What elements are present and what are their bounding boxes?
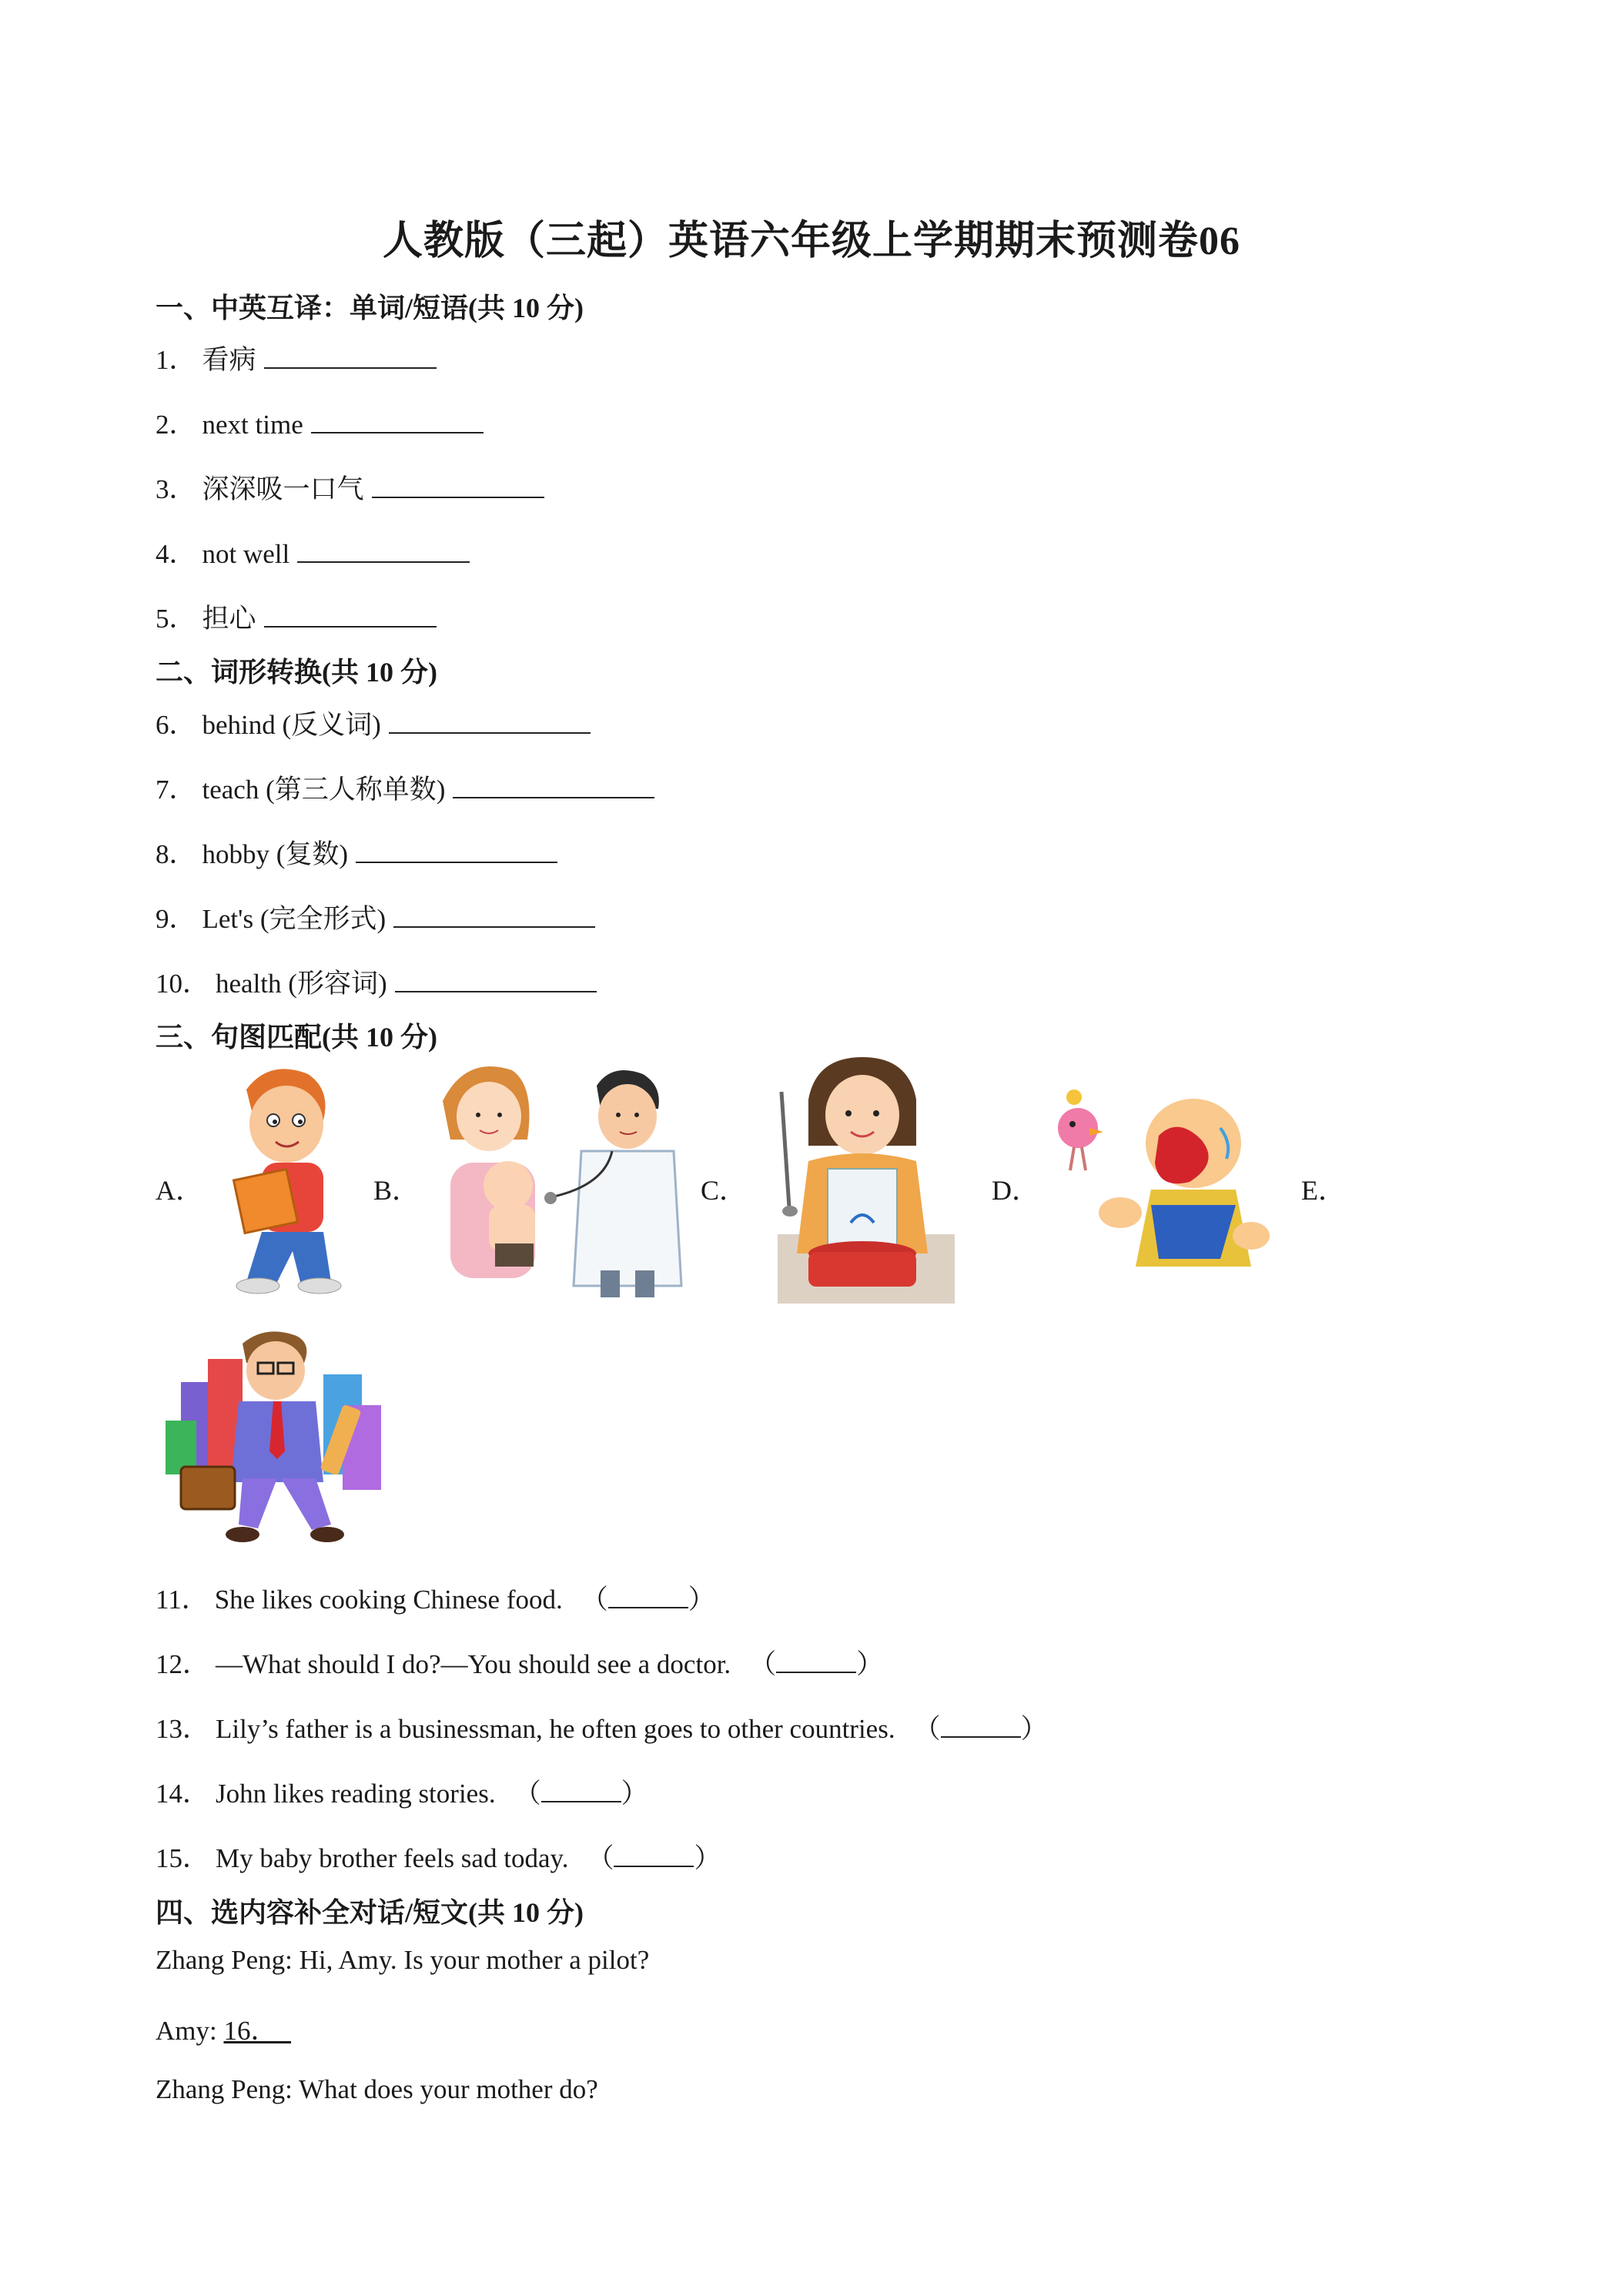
question-text: next time <box>202 410 303 440</box>
option-letter-d: D． <box>992 1175 1039 1206</box>
crying-baby-picture <box>1043 1082 1274 1278</box>
paren-open: （ <box>581 1585 608 1615</box>
paren-close: ） <box>694 1843 721 1873</box>
question-15 <box>156 1837 721 1876</box>
question-number: 14． <box>156 1779 210 1809</box>
answer-blank[interactable] <box>608 1581 688 1608</box>
section-3-heading: 三、句图匹配(共 10 分) <box>156 1022 437 1053</box>
question-text: behind (反义词) <box>202 710 381 740</box>
dialogue-line-2 <box>156 2010 291 2048</box>
question-text: not well <box>202 539 290 569</box>
woman-cooking-picture <box>762 1053 962 1304</box>
answer-blank[interactable] <box>614 1839 694 1867</box>
paren-open: （ <box>913 1714 941 1744</box>
boy-reading-picture <box>216 1059 354 1297</box>
paren-open: （ <box>749 1649 777 1679</box>
question-number: 2． <box>156 410 196 440</box>
answer-blank[interactable] <box>453 771 654 798</box>
paren-close: ） <box>1020 1714 1048 1744</box>
answer-blank[interactable] <box>389 706 591 734</box>
answer-blank[interactable] <box>264 600 437 628</box>
paren-open: （ <box>587 1843 614 1873</box>
section-2-heading: 二、词形转换(共 10 分) <box>156 657 437 688</box>
answer-blank[interactable] <box>941 1710 1021 1738</box>
question-6 <box>156 704 591 742</box>
section-4-heading: 四、选内容补全对话/短文(共 10 分) <box>156 1897 584 1928</box>
answer-blank[interactable] <box>395 965 597 992</box>
question-text: John likes reading stories. <box>216 1779 496 1809</box>
question-text: hobby (复数) <box>202 839 349 869</box>
question-1 <box>156 339 437 377</box>
question-text: 担心 <box>202 604 256 634</box>
businessman-picture <box>166 1328 389 1548</box>
option-letter-c: C． <box>701 1175 748 1206</box>
option-letter-e: E． <box>1301 1175 1346 1206</box>
question-number: 12． <box>156 1649 210 1679</box>
question-number: 13． <box>156 1714 210 1744</box>
question-number: 3． <box>156 474 196 504</box>
question-text: —What should I do?—You should see a doctor. <box>216 1649 731 1679</box>
paren-close: ） <box>856 1649 884 1679</box>
question-text: 看病 <box>202 345 256 375</box>
question-text: health (形容词) <box>216 969 387 999</box>
dialogue-line-1: Zhang Peng: Hi, Amy. Is your mother a pilot? <box>156 1945 650 1975</box>
paren-open: （ <box>514 1779 541 1809</box>
question-9 <box>156 898 595 936</box>
speaker-text: Amy: <box>156 2016 224 2046</box>
question-number: 15． <box>156 1843 210 1873</box>
answer-blank[interactable] <box>776 1645 856 1673</box>
question-14 <box>156 1772 648 1811</box>
paren-close: ） <box>621 1779 648 1809</box>
option-letter-a: A． <box>156 1175 203 1206</box>
answer-blank[interactable] <box>264 341 437 369</box>
page-title: 人教版（三起）英语六年级上学期期末预测卷06 <box>382 219 1240 263</box>
question-10 <box>156 962 597 1001</box>
question-4 <box>156 533 470 571</box>
question-text: teach (第三人称单数) <box>202 775 446 805</box>
question-number: 11． <box>156 1585 209 1615</box>
question-text: Lily’s father is a businessman, he often goes to other countries. <box>216 1714 895 1744</box>
section-1-heading: 一、中英互译：单词/短语(共 10 分) <box>156 293 584 323</box>
question-5 <box>156 597 437 636</box>
question-2 <box>156 403 484 442</box>
question-3 <box>156 468 544 507</box>
question-number: 10． <box>156 969 210 999</box>
question-number: 7． <box>156 775 196 805</box>
answer-blank[interactable] <box>297 535 470 563</box>
question-text: My baby brother feels sad today. <box>216 1843 569 1873</box>
paren-close: ） <box>688 1585 715 1615</box>
dialogue-line-3: Zhang Peng: What does your mother do? <box>156 2074 598 2104</box>
doctor-visit-picture <box>435 1055 689 1301</box>
blank-16-underline <box>278 2016 292 2046</box>
question-number: 9． <box>156 904 196 934</box>
question-7 <box>156 768 654 807</box>
option-letter-b: B． <box>373 1175 420 1206</box>
question-number: 5． <box>156 604 196 634</box>
question-text: 深深吸一口气 <box>202 474 364 504</box>
question-12 <box>156 1643 883 1682</box>
question-text: She likes cooking Chinese food. <box>214 1585 563 1615</box>
question-text: Let's (完全形式) <box>202 904 387 934</box>
question-13 <box>156 1708 1048 1746</box>
answer-blank[interactable] <box>541 1775 621 1802</box>
answer-blank[interactable] <box>356 835 557 863</box>
question-11 <box>156 1578 715 1617</box>
question-number: 1． <box>156 345 196 375</box>
question-number: 8． <box>156 839 196 869</box>
question-number: 4． <box>156 539 196 569</box>
question-number: 6． <box>156 710 196 740</box>
answer-blank[interactable] <box>372 470 544 498</box>
answer-blank[interactable] <box>311 406 484 433</box>
answer-blank[interactable] <box>393 900 595 928</box>
question-8 <box>156 833 557 872</box>
blank-16[interactable]: 16． <box>223 2016 278 2046</box>
